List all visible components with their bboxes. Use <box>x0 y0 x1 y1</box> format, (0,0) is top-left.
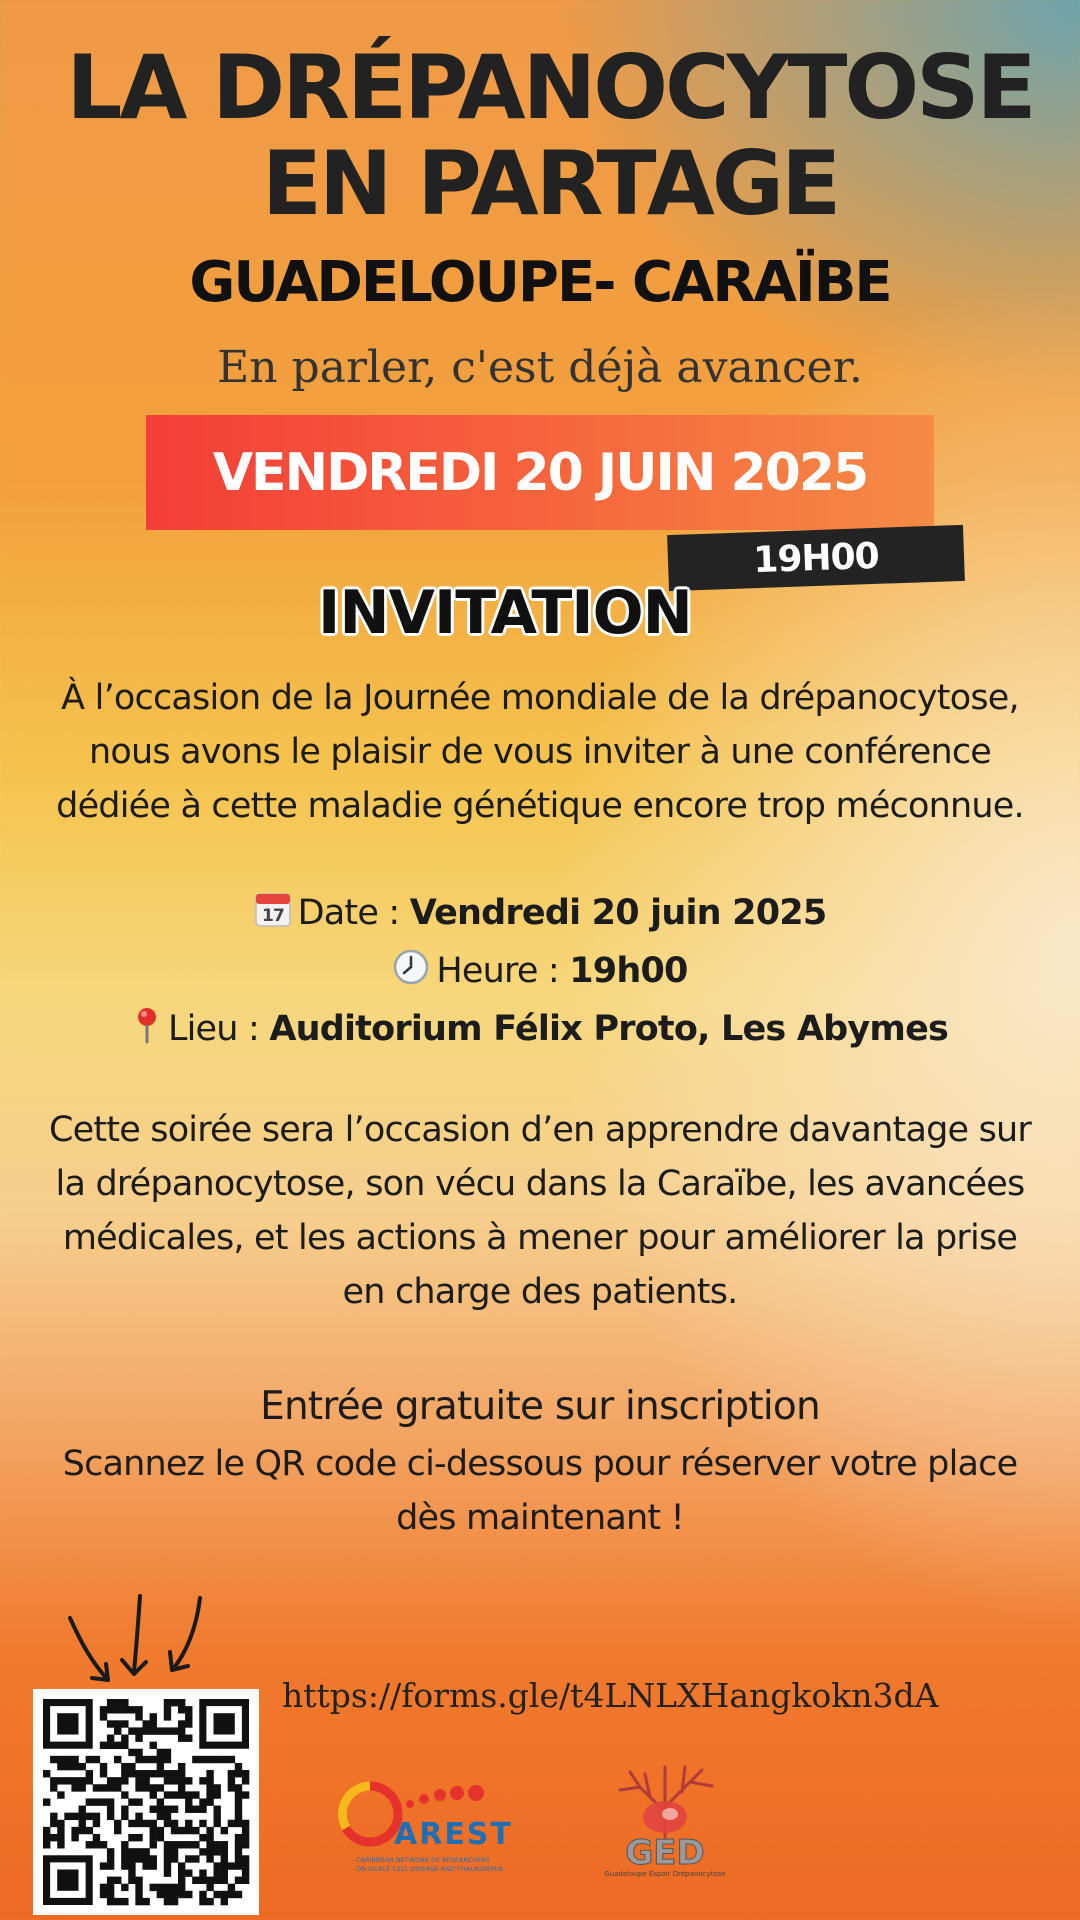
carest-logo <box>336 1772 536 1886</box>
title-line-1: LA DRÉPANOCYTOSE <box>66 36 1034 139</box>
scan-instructions <box>0 1437 1080 1545</box>
detail-time-label: Heure : <box>436 951 570 991</box>
registration-url[interactable]: https://forms.gle/t4LNLXHangkokn3dA <box>282 1676 939 1715</box>
carest-logo-caption: ON SICKLE CELL DISEASE AND THALASSEMIA <box>356 1865 503 1873</box>
detail-time <box>0 944 1080 1002</box>
detail-place-value: Auditorium Félix Proto, Les Abymes <box>269 1009 949 1049</box>
event-title <box>0 36 1080 235</box>
invitation-heading: INVITATION <box>318 578 692 648</box>
intro-line: dédiée à cette maladie génétique encore trop méconnue. <box>56 786 1024 826</box>
carest-logo-caption: CARIBBEAN NETWORK OF RESEARCHERS <box>356 1856 490 1864</box>
detail-date-value: Vendredi 20 juin 2025 <box>409 893 827 933</box>
detail-date <box>0 886 1080 944</box>
calendar-icon <box>254 890 292 944</box>
description-paragraph <box>0 1103 1080 1319</box>
intro-paragraph <box>0 671 1080 833</box>
detail-place <box>0 1002 1080 1060</box>
description-line: en charge des patients. <box>342 1272 738 1312</box>
free-entry-text: Entrée gratuite sur inscription <box>260 1384 820 1429</box>
detail-place-label: Lieu : <box>167 1009 270 1049</box>
svg-text:17: 17 <box>261 906 284 926</box>
ged-logo-caption: Guadeloupe Espoir Drépanocytose <box>604 1870 726 1878</box>
carest-logo-name: AREST <box>394 1817 513 1852</box>
date-banner-text: VENDREDI 20 JUIN 2025 <box>212 442 868 503</box>
ged-logo-name: GED <box>625 1833 705 1873</box>
qr-code[interactable] <box>33 1689 259 1915</box>
event-details <box>0 886 1080 1060</box>
arrows-icon <box>60 1590 220 1694</box>
event-subtitle: GUADELOUPE- CARAÏBE <box>189 250 891 315</box>
description-line: la drépanocytose, son vécu dans la Caraïbe, les avancées <box>55 1164 1025 1204</box>
description-line: médicales, et les actions à mener pour améliorer la prise <box>62 1218 1018 1258</box>
title-line-2: EN PARTAGE <box>261 132 839 235</box>
event-tagline: En parler, c'est déjà avancer. <box>217 342 863 393</box>
intro-line: À l’occasion de la Journée mondiale de la drépanocytose, <box>61 678 1019 718</box>
detail-date-label: Date : <box>297 893 410 933</box>
pin-icon <box>132 1006 162 1060</box>
description-line: Cette soirée sera l’occasion d’en apprendre davantage sur <box>48 1110 1032 1150</box>
intro-line: nous avons le plaisir de vous inviter à une conférence <box>88 732 992 772</box>
scan-line: Scannez le QR code ci-dessous pour réserver votre place <box>62 1444 1018 1484</box>
ged-logo <box>590 1752 740 1886</box>
date-banner <box>146 415 934 530</box>
scan-line: dès maintenant ! <box>396 1498 684 1538</box>
detail-time-value: 19h00 <box>569 951 688 991</box>
time-tag <box>667 525 965 591</box>
clock-icon <box>392 948 430 1002</box>
time-tag-text: 19H00 <box>752 535 880 581</box>
